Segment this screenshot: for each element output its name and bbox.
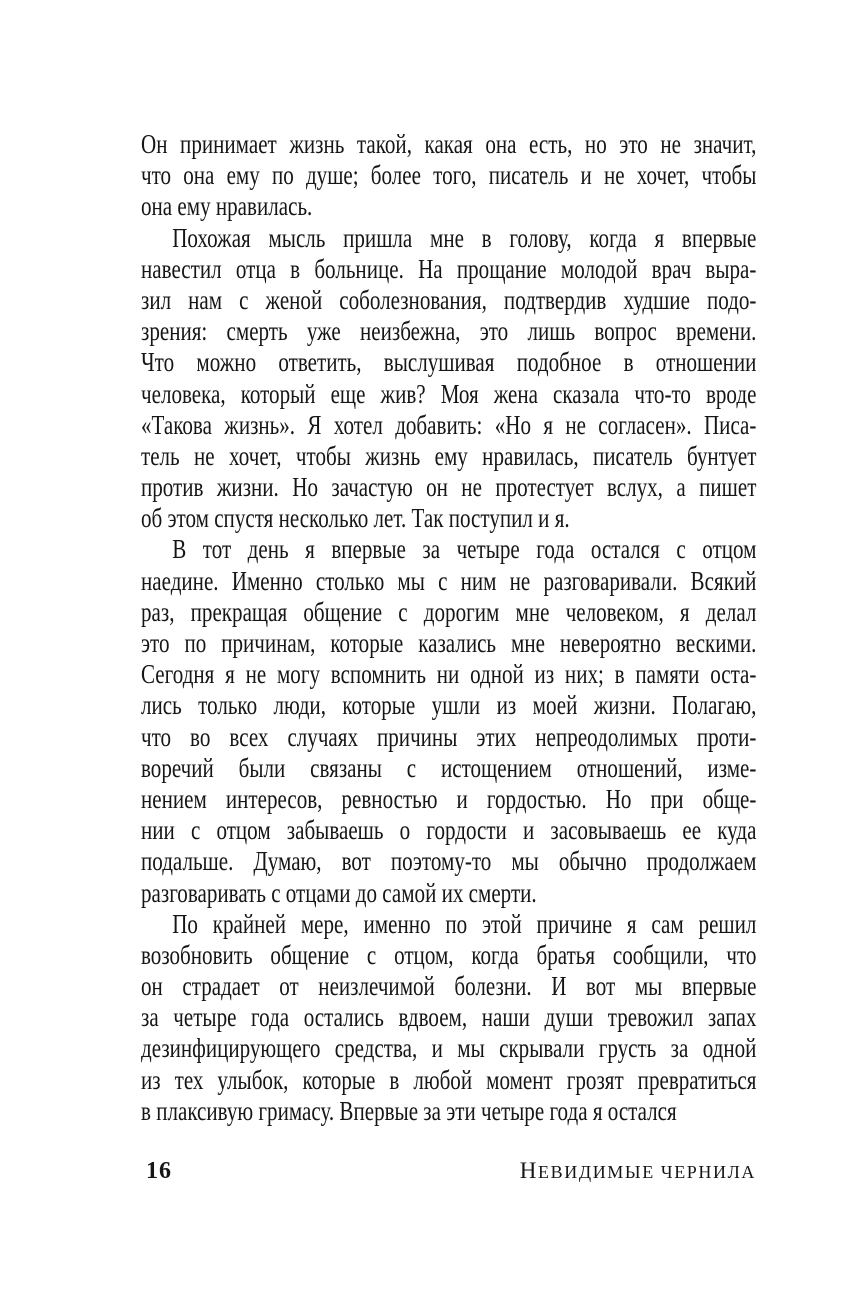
text-line: возобновить общение с отцом, когда братья сообщили, что bbox=[141, 939, 757, 970]
text-line: в плаксивую гримасу. Впервые за эти четыре года я остался bbox=[141, 1095, 677, 1126]
paragraph bbox=[141, 909, 756, 1127]
text-line: против жизни. Но зачастую он не протестует вслух, а пишет bbox=[141, 472, 757, 503]
text-line: это по причинам, которые казались мне невероятно вескими. bbox=[141, 628, 757, 658]
text-line: дезинфицирующего средства, и мы скрывали грусть за одной bbox=[141, 1033, 757, 1064]
paragraph bbox=[141, 223, 756, 535]
text-line: из тех улыбок, которые в любой момент грозят превратиться bbox=[141, 1064, 757, 1095]
running-title: НЕВИДИМЫЕ ЧЕРНИЛА bbox=[519, 1158, 756, 1183]
page-footer bbox=[141, 1156, 756, 1187]
text-line: он страдает от неизлечимой болезни. И вот мы впервые bbox=[141, 971, 757, 1002]
text-line: разговаривать с отцами до самой их смерти. bbox=[141, 877, 537, 908]
text-line: она ему нравилась. bbox=[141, 191, 313, 222]
paragraph bbox=[141, 534, 756, 908]
text-line: подальше. Думаю, вот поэтому-то мы обычно продолжаем bbox=[141, 846, 757, 877]
text-line: «Такова жизнь». Я хотел добавить: «Но я не согласен». Писа- bbox=[141, 409, 757, 440]
text-line: нии с отцом забываешь о гордости и засовываешь ее куда bbox=[141, 815, 757, 846]
text-line: воречий были связаны с истощением отношений, изме- bbox=[141, 752, 757, 783]
page-body-text bbox=[141, 129, 756, 1127]
text-line: Он принимает жизнь такой, какая она есть, но это не значит, bbox=[141, 129, 757, 159]
text-line: за четыре года остались вдвоем, наши души тревожил запах bbox=[141, 1002, 757, 1033]
text-line: В тот день я впервые за четыре года остался с отцом bbox=[172, 534, 757, 565]
text-line: нением интересов, ревностью и гордостью. Но при обще- bbox=[141, 783, 757, 814]
text-line: зрения: смерть уже неизбежна, это лишь вопрос времени. bbox=[141, 316, 757, 347]
text-line: раз, прекращая общение с дорогим мне человеком, я делал bbox=[141, 596, 757, 627]
text-line: По крайней мере, именно по этой причине я сам решил bbox=[172, 908, 757, 939]
text-line: человека, который еще жив? Моя жена сказала что-то вроде bbox=[141, 378, 757, 409]
page-number: 16 bbox=[146, 1158, 172, 1184]
text-line: Что можно ответить, выслушивая подобное в отношении bbox=[141, 347, 757, 378]
text-line: зил нам с женой соболезнования, подтвердив худшие подо- bbox=[141, 284, 757, 315]
text-line: что она ему по душе; более того, писатель и не хочет, чтобы bbox=[141, 160, 757, 191]
text-line: тель не хочет, чтобы жизнь ему нравилась, писатель бунтует bbox=[141, 440, 757, 471]
text-line: навестил отца в больнице. На прощание молодой врач выра- bbox=[141, 253, 757, 284]
text-line: наедине. Именно столько мы с ним не разговаривали. Всякий bbox=[141, 565, 757, 596]
text-line: Сегодня я не могу вспомнить ни одной из них; в памяти оста- bbox=[141, 659, 757, 690]
paragraph bbox=[141, 129, 756, 223]
text-line: об этом спустя несколько лет. Так поступил и я. bbox=[141, 503, 570, 534]
text-line: Похожая мысль пришла мне в голову, когда я впервые bbox=[172, 222, 757, 253]
text-line: лись только люди, которые ушли из моей жизни. Полагаю, bbox=[141, 690, 757, 721]
text-line: что во всех случаях причины этих непреодолимых проти- bbox=[141, 721, 757, 752]
